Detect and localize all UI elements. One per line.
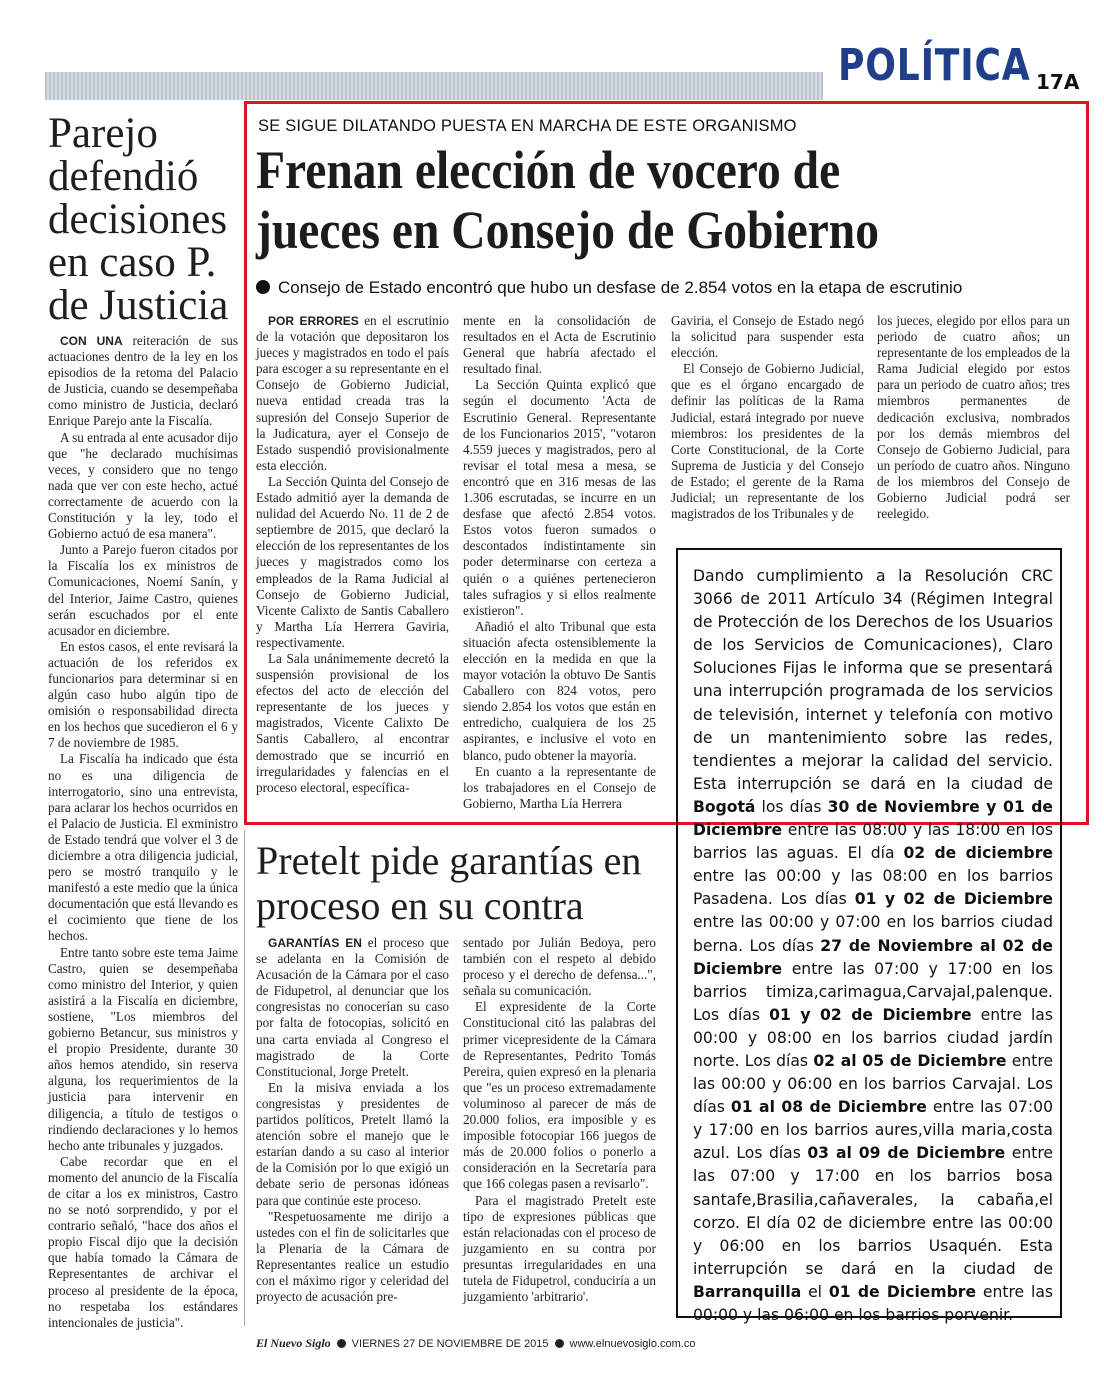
second-story-headline: Pretelt pide garantías en proceso en su contra bbox=[256, 838, 642, 928]
bullet-icon bbox=[256, 280, 270, 294]
section-header-band bbox=[45, 72, 823, 100]
newspaper-logo: El Nuevo Siglo bbox=[256, 1336, 331, 1350]
paragraph: La Fiscalía ha indicado que ésta no es una diligencia de interrogatorio, sino una entrevista, para aclarar los hechos ocurridos en el Palacio de Justicia. El exministro de Estado tendrá que volver el 3 de diciembre a otra diligencia judicial, pero se mostró tranquilo y le manifestó a este medio que la única documentación que está llevando es el cocimiento que tiene de los hechos. bbox=[48, 751, 238, 944]
main-story-column-3 bbox=[671, 313, 864, 522]
footer-date: VIERNES 27 DE NOVIEMBRE DE 2015 bbox=[351, 1338, 549, 1350]
paragraph: En cuanto a la representante de los trabajadores en el Consejo de Gobierno, Martha Lía Herrera bbox=[463, 763, 656, 811]
paragraph: La Sala unánimemente decretó la suspensión provisional de los efectos del acto de elección del representante de los jueces y magistrados, Vicente Calixto De Santis Caballero, al encontrar demostrado que se incurrió en irregularidades y falencias en el proceso electoral, específica- bbox=[256, 650, 449, 795]
page-footer bbox=[256, 1336, 695, 1351]
second-story-column-1: GARANTÍAS EN el proceso que se adelanta en la Comisión de Acusación de la Cámara por el caso de Fidupetrol, al denunciar que los congresistas no conocerían su caso por falta de fotocopias, solicitó en una carta enviada al Congreso el magistrado de la Corte Constitucional, Jorge Pretelt. En la misiva enviada a los congresistas y presidentes de partidos políticos, Pretelt llamó la atención sobre el manejo que le estarían dando a su caso al interior de la Comisión por lo que exigió un debate serio de personas idóneas para que continúe este proceso. "Respetuosamente me dirijo a ustedes con el fin de solicitarles que la Plenaria de la Cámara de Representantes realice un estudio con el máximo rigor y celeridad del proyecto de acusación pre- bbox=[256, 935, 449, 1305]
left-story-lead-caps: CON UNA bbox=[60, 334, 123, 348]
main-story-column-2 bbox=[463, 313, 656, 812]
bullet-icon bbox=[337, 1339, 346, 1348]
paragraph: Cabe recordar que en el momento del anuncio de la Fiscalía de citar a los ex ministros, Castro no se notó sorprendido, y por el contrario señaló, "hace dos años el propio Fiscal dijo que la decisión que había tomado la Cámara de Representantes de archivar el proceso al presidente de la época, no respetaba los estándares intencionales de justicia". bbox=[48, 1153, 238, 1330]
paragraph: mente en la consolidación de resultados en el Acta de Escrutinio General que habría afectado el resultado final. bbox=[463, 313, 656, 377]
left-story-headline: Parejo defendió decisiones en caso P. de Justicia bbox=[48, 110, 229, 329]
column-divider bbox=[244, 830, 245, 1326]
paragraph: Añadió el alto Tribunal que esta situación afecta ostensiblemente la elección en la medida en que la mayor votación la obtuvo De Santis Caballero con 824 votos, pero siendo 2.854 los votos que están en entredicho, cualquiera de los 25 aspirantes, e inclusive el voto en blanco, pudo obtener la mayoría. bbox=[463, 618, 656, 763]
paragraph: El Consejo de Gobierno Judicial, que es el órgano encargado de definir las políticas de la Rama Judicial, estará integrado por nueve miembros: los presidentes de la Corte Constitucional, de la Corte Suprema de Justicia y del Consejo de Estado; el gerente de la Rama Judicial; un representante de los magistrados de los Tribunales y de bbox=[671, 361, 864, 522]
main-story-column-4 bbox=[877, 313, 1070, 522]
paragraph: El expresidente de la Corte Constitucional citó las palabras del primer vicepresidente de la Cámara de Representantes, Pedrito Tomás Pereira, quien expresó en la plenaria que "es un proceso extremadamente voluminoso al parecer de más de 20.000 folios, era imposible y es imposible fotocopiar 166 juegos de más de 20.000 folios o ponerlo a consideración en la Secretaría para que 166 colegas pasen a revisarlo". bbox=[463, 999, 656, 1192]
second-story-column-2 bbox=[463, 935, 656, 1305]
paragraph: En la misiva enviada a los congresistas y presidentes de partidos políticos, Pretelt llamó la atención sobre el manejo que le estarían dando a su caso al interior de la Comisión por lo que exigió un debate serio de personas idóneas para que continúe este proceso. bbox=[256, 1079, 449, 1208]
paragraph: La Sección Quinta explicó que según el documento 'Acta de Escrutinio General. Representante de los Funcionarios 2015', "votaron 4.559 jueces y magistrados, pero al revisar el total mesa a mesa, se encontró que en 316 mesas de las 1.306 escrutadas, se incurre en un desfase que afectó 2.854 votos. Estos votos fueron sumados o descontados indistintamente sin poder determinarse con certeza a quién o a quiénes pertenecieron tales sufragios y si ellos realmente existieron". bbox=[463, 377, 656, 618]
paragraph: "Respetuosamente me dirijo a ustedes con el fin de solicitarles que la Plenaria de la Cámara de Representantes realice un estudio con el máximo rigor y celeridad del proyecto de acusación pre- bbox=[256, 1208, 449, 1305]
section-title: POLÍTICA bbox=[838, 40, 1031, 91]
service-notice-text: Dando cumplimiento a la Resolución CRC 3066 de 2011 Artículo 34 (Régimen Integral de Protección de los Derechos de los Usuarios de los Servicios de Comunicaciones), Claro Soluciones Fijas le informa que se presentará una interrupción programada de los servicios de televisión, internet y telefonía con motivo de un mantenimiento sobre las redes, tendientes a mejorar la calidad del servicio. Esta interrupción se dará en la ciudad de Bogotá los días 30 de Noviembre y 01 de Diciembre entre las 08:00 y las 18:00 en los barrios las aguas. El día 02 de diciembre entre las 00:00 y las 08:00 en los barrios Pasadena. Los días 01 y 02 de Diciembre entre las 00:00 y 07:00 en los barrios ciudad berna. Los días 27 de Noviembre al 02 de Diciembre entre las 07:00 y 17:00 en los barrios timiza,carimagua,Carvajal,palenque. Los días 01 y 02 de Diciembre entre las 00:00 y 08:00 en los barrios ciudad jardín norte. Los días 02 al 05 de Diciembre entre las 00:00 y 06:00 en los barrios Carvajal. Los días 01 al 08 de Diciembre entre las 07:00 y 17:00 en los barrios aures,villa maria,costa azul. Los días 03 al 09 de Diciembre entre las 07:00 y 17:00 en los barrios bosa santafe,Brasilia,cañaverales, la cabaña,el corzo. El día 02 de diciembre entre las 00:00 y 06:00 en los barrios Usaquén. Esta interrupción se dará en la ciudad de Barranquilla el 01 de Diciembre entre las 00:00 y las 06:00 en los barrios porvenir. bbox=[693, 567, 1054, 1324]
paragraph: los jueces, elegido por ellos para un periodo de cuatro años; un representante de los empleados de la Rama Judicial elegido por estos para un periodo de cuatro años; tres miembros permanentes de dedicación exclusiva, nombrados por los demás miembros del Consejo de Gobierno Judicial, para un período de cuatro años. Ninguno de los miembros del Consejo de Gobierno Judicial podrá ser reelegido. bbox=[877, 313, 1070, 522]
main-story-headline: Frenan elección de vocero de jueces en Consejo de Gobierno bbox=[256, 140, 879, 260]
main-story-kicker: SE SIGUE DILATANDO PUESTA EN MARCHA DE ESTE ORGANISMO bbox=[258, 117, 797, 135]
footer-url[interactable]: www.elnuevosiglo.com.co bbox=[569, 1338, 696, 1350]
paragraph: Junto a Parejo fueron citados por la Fiscalía los ex ministros de Comunicaciones, Noemí Sanín, y del Interior, Jaime Castro, quienes serán escuchados por el ente acusador en diciembre. bbox=[48, 542, 238, 638]
paragraph: Para el magistrado Pretelt este tipo de expresiones públicas que están relacionadas con el proceso de juzgamiento en su contra por presuntas irregularidades en una tutela de Fidupetrol, conduciría a un juzgamiento 'arbitrario'. bbox=[463, 1192, 656, 1305]
second-story-lead-caps: GARANTÍAS EN bbox=[268, 936, 362, 950]
main-story-lead-caps: POR ERRORES bbox=[268, 314, 359, 328]
paragraph: La Sección Quinta del Consejo de Estado admitió ayer la demanda de nulidad del Acuerdo No. 11 de 2 de septiembre de 2015, que declaró la elección de los representantes de los jueces y magistrados como los empleados de la Rama Judicial al Consejo de Gobierno Judicial, Vicente Calixto de Santis Caballero y Martha Lía Herrera Gaviria, respectivamente. bbox=[256, 473, 449, 650]
paragraph: A su entrada al ente acusador dijo que "he declarado muchísimas veces, y considero que no tengo nada que ver con este hecho, actué correctamente de acuerdo con la Constitución y la ley, todo el Gobierno actuó de esa manera". bbox=[48, 429, 238, 542]
main-story-column-1: POR ERRORES en el escrutinio de la votación que depositaron los jueces y magistrados en todo el país para escoger a su representante en el Consejo de Gobierno Judicial, nueva entidad creada tras la supresión del Consejo Superior de la Judicatura, ayer el Consejo de Estado suspendió provisionalmente esta elección. La Sección Quinta del Consejo de Estado admitió ayer la demanda de nulidad del Acuerdo No. 11 de 2 de septiembre de 2015, que declaró la elección de los representantes de los jueces y magistrados como los empleados de la Rama Judicial al Consejo de Gobierno Judicial, Vicente Calixto de Santis Caballero y Martha Lía Herrera Gaviria, respectivamente. La Sala unánimemente decretó la suspensión provisional de los efectos del acto de elección del representante de los jueces y magistrados, Vicente Calixto De Santis Caballero, al encontrar demostrado que se incurrió en irregularidades y falencias en el proceso electoral, específica- bbox=[256, 313, 449, 795]
main-story-subhead: Consejo de Estado encontró que hubo un desfase de 2.854 votos en la etapa de escrutinio bbox=[256, 278, 962, 298]
paragraph: En estos casos, el ente revisará la actuación de los referidos ex funcionarios para determinar si en algún caso hubo algún tipo de omisión o responsabilidad directa en los hechos que sucedieron el 6 y 7 de noviembre de 1985. bbox=[48, 638, 238, 751]
bullet-icon bbox=[555, 1339, 564, 1348]
page-number: 17A bbox=[1036, 70, 1080, 94]
paragraph: sentado por Julián Bedoya, pero también con el respeto al debido proceso y el derecho de defensa...", señala su comunicación. bbox=[463, 935, 656, 999]
left-story-body: CON UNA reiteración de sus actuaciones dentro de la ley en los episodios de la retoma del Palacio de Justicia, cuando se desempeñaba como ministro de Justicia, declaró Enrique Parejo ante la Fiscalía. A su entrada al ente acusador dijo que "he declarado muchísimas veces, y considero que no tengo nada que ver con este hecho, actué correctamente de acuerdo con la Constitución y la ley, todo el Gobierno actuó de esa manera". Junto a Parejo fueron citados por la Fiscalía los ex ministros de Comunicaciones, Noemí Sanín, y del Interior, Jaime Castro, quienes serán escuchados por el ente acusador en diciembre. En estos casos, el ente revisará la actuación de los referidos ex funcionarios para determinar si en algún caso hubo algún tipo de omisión o responsabilidad directa en los hechos que sucedieron el 6 y 7 de noviembre de 1985. La Fiscalía ha indicado que ésta no es una diligencia de interrogatorio, sino una entrevista, para aclarar los hechos ocurridos en el Palacio de Justicia. El exministro de Estado tendrá que volver el 3 de diciembre a otra diligencia judicial, pero se mostró tranquilo y le manifestó a este medio que la única documentación que está llevando es el cocimiento que tiene de los hechos. Entre tanto sobre este tema Jaime Castro, quien se desempeñaba como ministro del Interior, y quien asistirá a la Fiscalía en diciembre, sostiene, "Los miembros del gobierno Betancur, sus ministros y el propio Presidente, durante 30 años hemos atendido, sin reserva alguna, los requerimientos de la justicia para intervenir en diligencia, a título de testigos o rindiendo declaraciones y lo hemos hecho ante tribunales y juzgados. Cabe recordar que en el momento del anuncio de la Fiscalía de citar a los ex ministros, Castro no se notó sorprendido, y por el contrario señaló, "hace dos años el propio Fiscal dijo que la decisión que había tomado la Cámara de Representantes de archivar el proceso al presidente de la época, no respetaba los estándares intencionales de justicia". bbox=[48, 333, 238, 1330]
paragraph: Gaviria, el Consejo de Estado negó la solicitud para suspender esta elección. bbox=[671, 313, 864, 361]
paragraph: Entre tanto sobre este tema Jaime Castro, quien se desempeñaba como ministro del Interior, y quien asistirá a la Fiscalía en diciembre, sostiene, "Los miembros del gobierno Betancur, sus ministros y el propio Presidente, durante 30 años hemos atendido, sin reserva alguna, los requerimientos de la justicia para intervenir en diligencia, a título de testigos o rindiendo declaraciones y lo hemos hecho ante tribunales y juzgados. bbox=[48, 944, 238, 1153]
